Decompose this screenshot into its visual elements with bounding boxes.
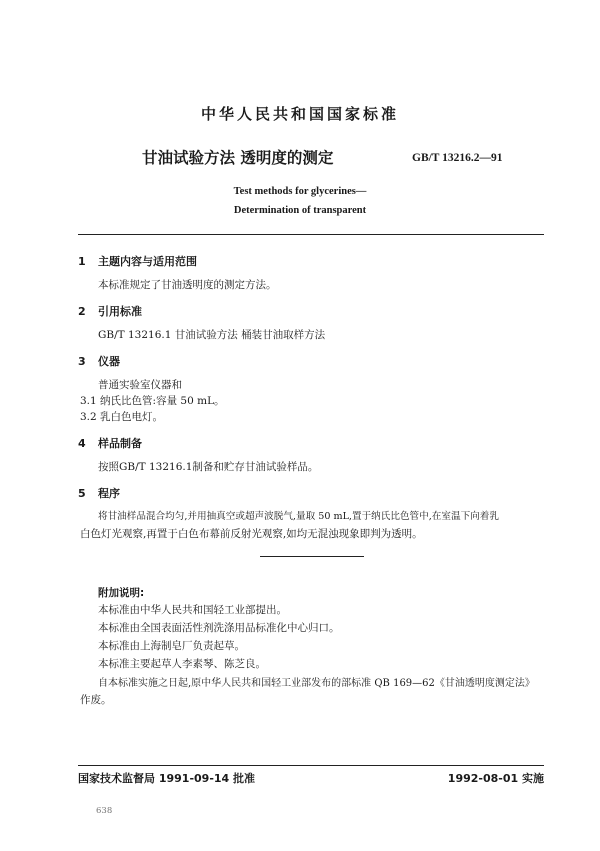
section-5-heading (78, 485, 120, 501)
notes-heading: 附加说明: (98, 587, 145, 599)
notes-line-3: 本标准由上海制皂厂负责起草。 (98, 640, 245, 652)
notes-divider (260, 556, 364, 557)
notes-line-6: 作废。 (80, 694, 112, 706)
section-1-number: 1 (78, 255, 86, 268)
notes-line-1: 本标准由中华人民共和国轻工业部提出。 (98, 604, 287, 616)
section-3-item-1: 3.1 纳氏比色管:容量 50 mL。 (80, 395, 225, 407)
section-2-number: 2 (78, 305, 86, 318)
section-2-text: GB/T 13216.1 甘油试验方法 桶装甘油取样方法 (98, 329, 326, 341)
section-5-number: 5 (78, 487, 86, 500)
section-1-heading (78, 253, 197, 269)
section-4-heading (78, 435, 142, 451)
section-4-text: 按照GB/T 13216.1制备和贮存甘油试验样品。 (98, 461, 319, 473)
top-divider (78, 234, 544, 235)
section-5-text-line-1: 将甘油样品混合均匀,并用抽真空或超声波脱气,量取 50 mL,置于纳氏比色管中,在室温下向着乳 (98, 511, 499, 522)
section-4-number: 4 (78, 437, 86, 450)
notes-line-5: 自本标准实施之日起,原中华人民共和国轻工业部发布的部标准 QB 169—62《甘油透明度测定法》 (98, 678, 535, 689)
standard-code: GB/T 13216.2—91 (412, 152, 503, 164)
page-number: 638 (96, 806, 113, 816)
section-3-text: 普通实验室仪器和 (98, 379, 182, 391)
approval-date: 国家技术监督局 1991-09-14 批准 (78, 772, 256, 785)
section-3-heading (78, 353, 120, 369)
section-5-title: 程序 (98, 487, 120, 500)
section-3-item-2: 3.2 乳白色电灯。 (80, 411, 164, 423)
document-header: 中华人民共和国国家标准 (200, 105, 399, 123)
notes-line-2: 本标准由全国表面活性剂洗涤用品标准化中心归口。 (98, 622, 340, 634)
english-title-line-2: Determination of transparent (233, 205, 367, 216)
section-1-title: 主题内容与适用范围 (98, 255, 197, 268)
chinese-title: 甘油试验方法 透明度的测定 (142, 149, 334, 167)
bottom-divider (78, 765, 544, 766)
notes-line-4: 本标准主要起草人李素琴、陈芝良。 (98, 658, 266, 670)
section-5-text-line-2: 白色灯光观察,再置于白色布幕前反射光观察,如均无混浊现象即判为透明。 (80, 528, 423, 540)
section-3-number: 3 (78, 355, 86, 368)
section-2-heading (78, 303, 142, 319)
english-title-line-1: Test methods for glycerines— (233, 186, 367, 197)
section-1-text: 本标准规定了甘油透明度的测定方法。 (98, 279, 277, 291)
effective-date: 1992-08-01 实施 (447, 772, 544, 785)
section-2-title: 引用标准 (98, 305, 142, 318)
section-4-title: 样品制备 (98, 437, 142, 450)
section-3-title: 仪器 (98, 355, 120, 368)
